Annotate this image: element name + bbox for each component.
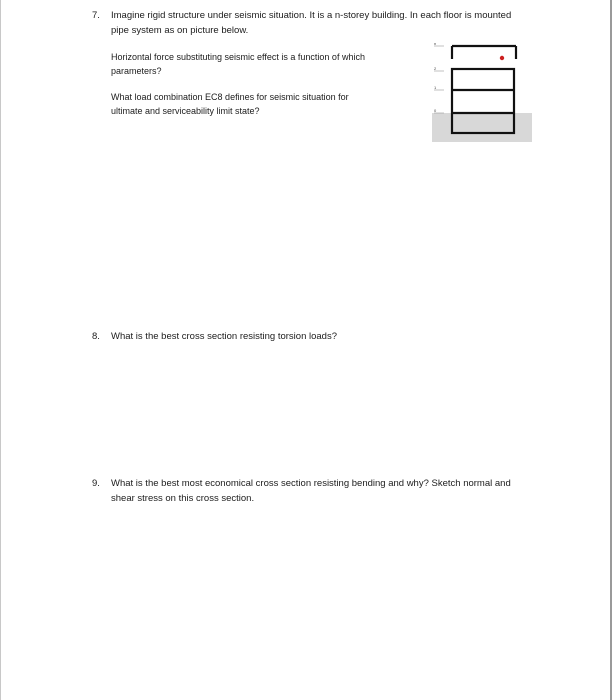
question-8-text xyxy=(111,329,551,344)
question-9-line-2: shear stress on this cross section. xyxy=(111,493,255,504)
question-7-sub-1-line-1: Horizontal force substituting seismic effect is a function of which xyxy=(111,52,365,62)
question-7-sub-1 xyxy=(111,50,411,78)
question-8-number: 8. xyxy=(92,331,100,342)
question-8-line-1: What is the best cross section resisting torsion loads? xyxy=(111,331,337,342)
question-9-number: 9. xyxy=(92,478,100,489)
ground xyxy=(432,113,532,142)
level-label-2: 2 xyxy=(434,66,437,71)
question-7-number: 7. xyxy=(92,10,100,21)
question-7-line-2: pipe system as on picture below. xyxy=(111,25,249,36)
question-7-sub-2 xyxy=(111,90,411,118)
question-7-sub-2-line-1: What load combination EC8 defines for seismic situation for xyxy=(111,92,349,102)
level-label-n: n xyxy=(434,41,437,46)
question-7-sub-2-line-2: ultimate and serviceability limit state? xyxy=(111,106,260,116)
building-diagram xyxy=(430,40,534,144)
question-9-text xyxy=(111,476,551,506)
pipe-mark xyxy=(500,56,504,60)
question-7-sub-1-line-2: parameters? xyxy=(111,66,162,76)
level-label-0: 0 xyxy=(434,108,437,113)
building-figure xyxy=(430,40,534,144)
question-7-text xyxy=(111,8,551,38)
level-label-1: 1 xyxy=(434,85,437,90)
question-9-line-1: What is the best most economical cross section resisting bending and why? Sketch normal and xyxy=(111,478,511,489)
question-7-line-1: Imagine rigid structure under seismic situation. It is a n-storey building. In each floor is mounted xyxy=(111,10,512,21)
